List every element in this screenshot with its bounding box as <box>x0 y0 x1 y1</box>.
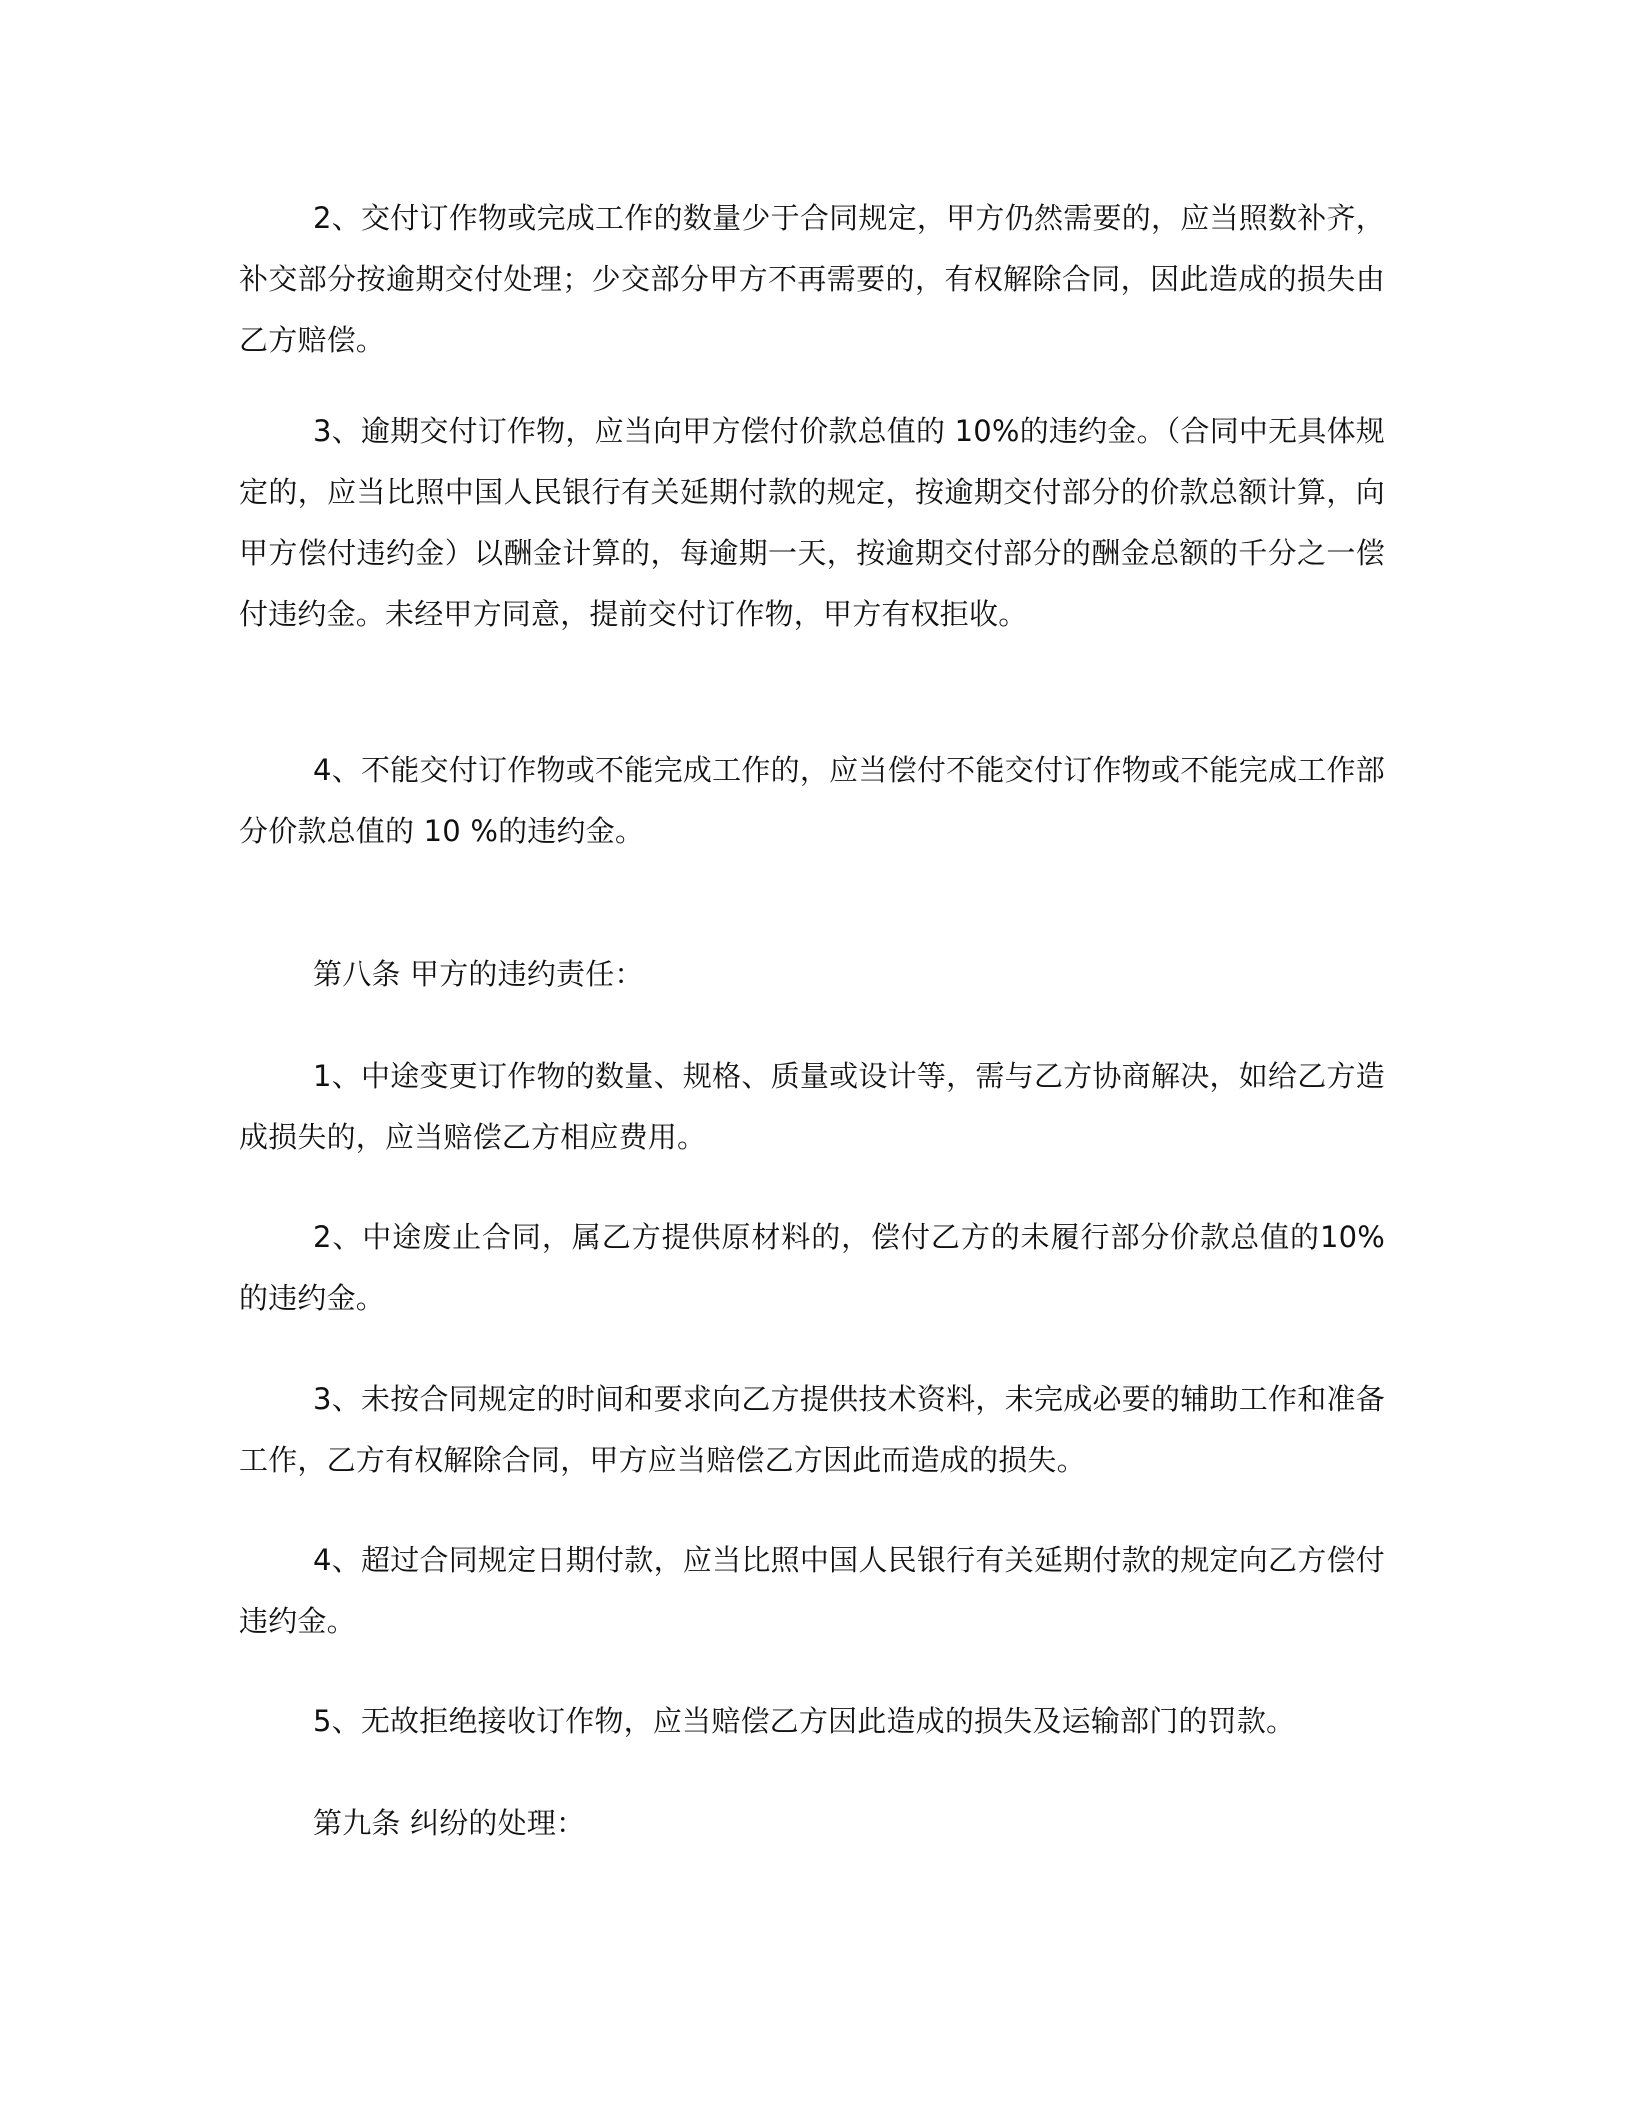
clause-8-item-1: 1、中途变更订作物的数量、规格、质量或设计等，需与乙方协商解决，如给乙方造成损失的，应当赔偿乙方相应费用。 <box>239 1059 1385 1154</box>
clause-8-heading: 第八条 甲方的违约责任： <box>313 957 644 991</box>
clause-8-item-3: 3、未按合同规定的时间和要求向乙方提供技术资料，未完成必要的辅助工作和准备工作，乙方有权解除合同，甲方应当赔偿乙方因此而造成的损失。 <box>239 1382 1385 1477</box>
clause-8-item-5: 5、无故拒绝接收订作物，应当赔偿乙方因此造成的损失及运输部门的罚款。 <box>313 1704 1296 1738</box>
clause-9-heading: 第九条 纠纷的处理： <box>313 1806 586 1840</box>
clause-8-item-4: 4、超过合同规定日期付款，应当比照中国人民银行有关延期付款的规定向乙方偿付违约金。 <box>239 1543 1385 1638</box>
clause-7-item-3: 3、逾期交付订作物，应当向甲方偿付价款总值的 10%的违约金。（合同中无具体规定的，应当比照中国人民银行有关延期付款的规定，按逾期交付部分的价款总额计算，向甲方偿付违约金）以酬金计算的，每逾期一天，按逾期交付部分的酬金总额的千分之一偿付违约金。未经甲方同意，提前交付订作物，甲方有权拒收。 <box>239 414 1385 631</box>
clause-7-item-4: 4、不能交付订作物或不能完成工作的，应当偿付不能交付订作物或不能完成工作部分价款总值的 10 %的违约金。 <box>239 753 1385 848</box>
clause-8-item-2: 2、中途废止合同，属乙方提供原材料的，偿付乙方的未履行部分价款总值的10%的违约金。 <box>239 1220 1385 1315</box>
clause-7-item-2: 2、交付订作物或完成工作的数量少于合同规定，甲方仍然需要的，应当照数补齐，补交部分按逾期交付处理；少交部分甲方不再需要的，有权解除合同，因此造成的损失由乙方赔偿。 <box>239 201 1385 357</box>
